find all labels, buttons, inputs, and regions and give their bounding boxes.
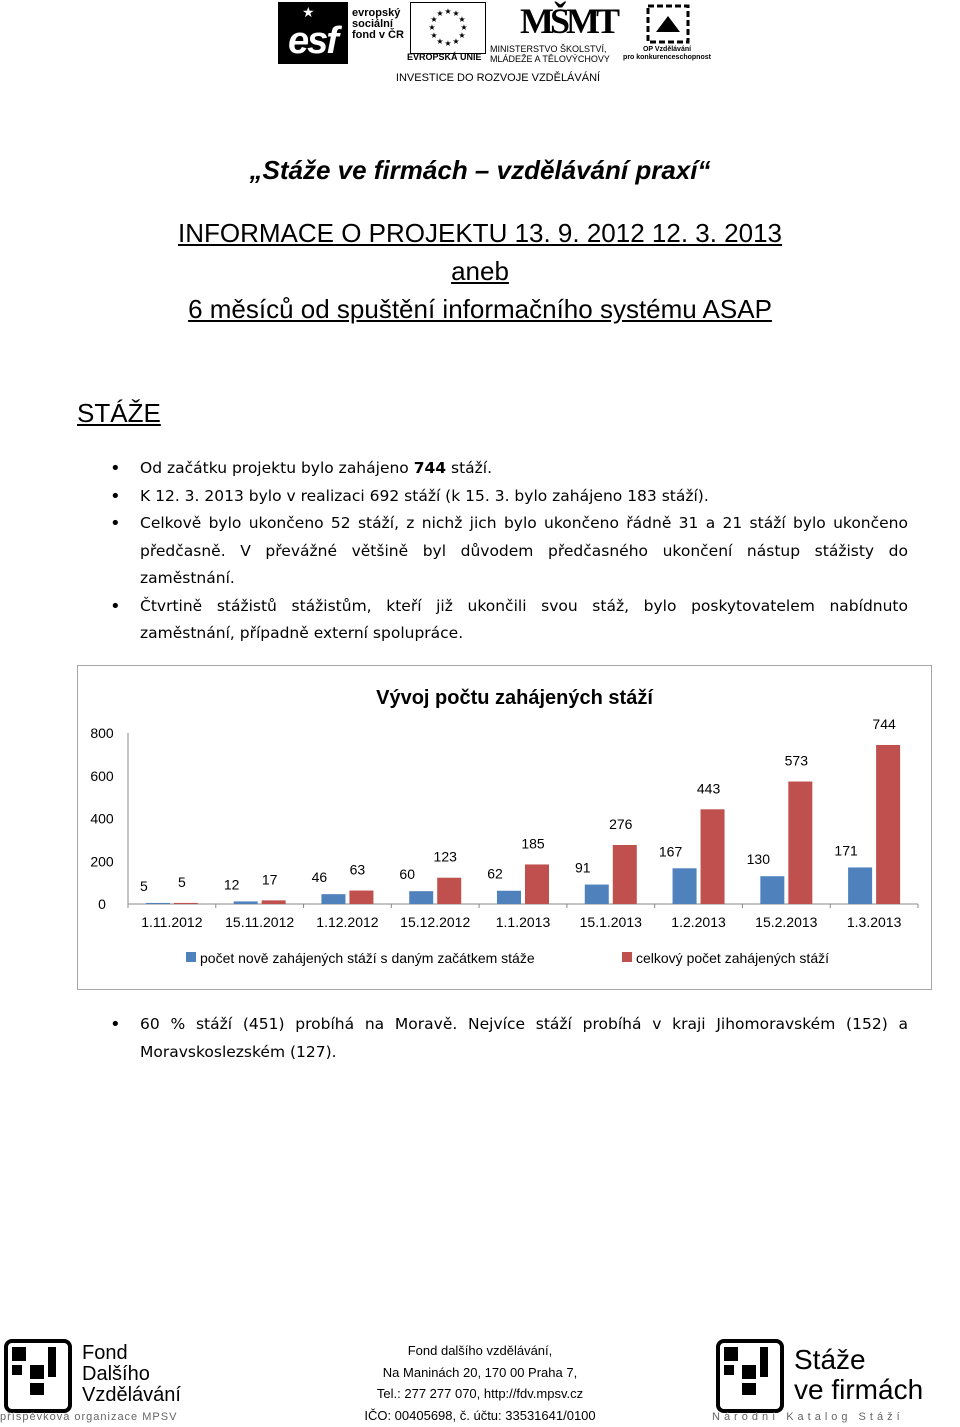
bar-total — [437, 878, 461, 904]
fdv-logo-icon — [4, 1339, 72, 1413]
bar-total — [174, 903, 198, 904]
y-tick-label: 400 — [90, 810, 114, 827]
staze-logo-icon — [716, 1339, 784, 1413]
x-tick-label: 15.1.2013 — [579, 914, 642, 930]
data-label: 573 — [784, 752, 809, 769]
fdv-footer-logo — [0, 1335, 260, 1427]
svg-text:★: ★ — [428, 23, 436, 32]
y-tick-label: 0 — [98, 896, 106, 912]
bar-total — [876, 745, 900, 904]
x-tick-label: 1.2.2013 — [671, 914, 726, 930]
footer-address: Fond dalšího vzdělávání, Na Maninách 20, 170 00 Praha 7, Tel.: 277 277 070, http://fdv.mpsv.cz IČO: 00405698, č. účtu: 33531641/0100 — [364, 1343, 596, 1423]
bar-total — [613, 845, 637, 904]
y-tick-label: 200 — [90, 853, 114, 870]
data-label: 744 — [872, 715, 896, 732]
data-label: 5 — [177, 873, 186, 890]
y-tick-label: 800 — [90, 725, 114, 741]
list-item: • Od začátku projektu bylo zahájeno 744 stáží. — [110, 455, 908, 483]
legend-label: počet nově zahájených stáží s daným začátkem stáže — [200, 950, 535, 966]
svg-text:★: ★ — [458, 15, 466, 24]
staze-name: Stáže ve firmách — [794, 1344, 924, 1405]
x-tick-label: 15.2.2013 — [755, 914, 818, 930]
project-info-aneb: aneb — [451, 256, 509, 286]
data-label: 5 — [139, 877, 148, 894]
bar-new — [760, 876, 784, 904]
esf-logo-mark: esf — [288, 20, 337, 62]
y-tick-label: 600 — [90, 767, 114, 784]
data-label: 60 — [399, 866, 416, 883]
x-tick-label: 15.12.2012 — [400, 914, 471, 930]
staze-subtitle: Národní Katalog Stáží — [712, 1411, 904, 1423]
svg-text:★: ★ — [436, 9, 444, 18]
x-tick-label: 1.12.2012 — [316, 914, 379, 930]
invest-caption: INVESTICE DO ROZVOJE VZDĚLÁVÁNÍ — [395, 72, 601, 84]
list-item: • Celkově bylo ukončeno 52 stáží, z nichž jich bylo ukončeno řádně 31 a 21 stáží bylo ukončeno předčasně. V převážné většině byl důvodem předčasného ukončení nástup stážisty do zaměstnání. — [110, 510, 908, 593]
bullet-list-after — [110, 1011, 908, 1066]
data-label: 12 — [223, 876, 240, 893]
bullet-list — [110, 455, 908, 648]
data-label: 443 — [696, 780, 721, 797]
svg-text:★: ★ — [444, 7, 452, 16]
svg-text:★: ★ — [436, 37, 444, 46]
chart — [77, 665, 932, 990]
fdv-subtitle: příspěvková organizace MPSV — [0, 1411, 178, 1423]
bar-total — [349, 891, 373, 904]
data-label: 185 — [521, 835, 545, 852]
project-info-subheading: 6 měsíců od spuštění informačního systému ASAP — [188, 294, 772, 324]
msmt-logo — [490, 0, 620, 62]
svg-text:★: ★ — [444, 39, 452, 48]
data-label: 91 — [574, 859, 591, 876]
data-label: 123 — [433, 848, 457, 865]
bar-total — [788, 782, 812, 904]
bar-new — [497, 891, 521, 904]
project-info-heading: INFORMACE O PROJEKTU 13. 9. 2012 12. 3. 2013 — [177, 218, 783, 248]
esf-logo: ★ esf — [278, 2, 348, 64]
msmt-logo-mark: MŠMT — [520, 1, 616, 41]
eu-caption: EVROPSKÁ UNIE — [407, 52, 482, 62]
legend-swatch — [622, 952, 632, 962]
data-label: 62 — [487, 865, 503, 882]
data-label: 171 — [834, 842, 858, 859]
x-tick-label: 1.1.2013 — [495, 914, 551, 930]
staze-footer-logo — [712, 1335, 960, 1427]
fdv-name: Fond Dalšího Vzdělávání — [82, 1342, 181, 1406]
x-tick-label: 1.3.2013 — [846, 914, 902, 930]
svg-text:★: ★ — [458, 31, 466, 40]
data-label: 63 — [349, 861, 366, 878]
legend-swatch — [186, 952, 196, 962]
bar-new — [585, 885, 609, 904]
data-label: 276 — [609, 816, 633, 833]
list-item: • Čtvrtině stážistů stážistům, kteří již ukončili svou stáž, bylo poskytovatelem nabídnuto zaměstnání, případně externí spolupráce. — [110, 593, 908, 648]
chart-title: Vývoj počtu zahájených stáží — [376, 687, 653, 709]
bar-new — [234, 901, 258, 904]
page-title: „Stáže ve firmách – vzdělávání praxí“ — [249, 155, 711, 185]
msmt-caption-1: MINISTERSTVO ŠKOLSTVÍ, — [490, 44, 607, 54]
eu-flag-logo — [410, 2, 486, 54]
svg-text:★: ★ — [430, 31, 438, 40]
bar-new — [848, 867, 872, 904]
bar-new — [321, 894, 345, 904]
bar-total — [262, 900, 286, 904]
eu-stars-icon — [411, 3, 485, 53]
x-tick-label: 15.11.2012 — [225, 914, 295, 930]
list-item: • 60 % stáží (451) probíhá na Moravě. Nejvíce stáží probíhá v kraji Jihomoravském (152) a Moravskoslezském (127). — [110, 1011, 908, 1066]
msmt-caption-2: MLÁDEŽE A TĚLOVÝCHOVY — [490, 54, 610, 64]
svg-text:★: ★ — [460, 23, 468, 32]
data-label: 17 — [261, 871, 278, 888]
bar-total — [525, 864, 549, 904]
bar-new — [673, 868, 697, 904]
esf-caption: evropský sociální fond v ČR — [352, 7, 404, 41]
bar-total — [701, 809, 725, 904]
data-label: 130 — [746, 851, 771, 868]
bar-new — [409, 891, 433, 904]
op-caption: OP Vzdělávání pro konkurenceschopnost — [623, 46, 711, 61]
svg-text:★: ★ — [452, 37, 460, 46]
section-heading: STÁŽE — [77, 398, 161, 428]
legend-label: celkový počet zahájených stáží — [636, 950, 829, 966]
x-tick-label: 1.11.2012 — [141, 914, 203, 930]
data-label: 167 — [658, 843, 683, 860]
svg-text:★: ★ — [430, 15, 438, 24]
bar-new — [146, 903, 170, 904]
data-label: 46 — [311, 869, 328, 886]
bar-chart-svg — [78, 666, 931, 989]
svg-text:★: ★ — [452, 9, 460, 18]
list-item: • K 12. 3. 2013 bylo v realizaci 692 stáží (k 15. 3. bylo zahájeno 183 stáží). — [110, 483, 908, 511]
